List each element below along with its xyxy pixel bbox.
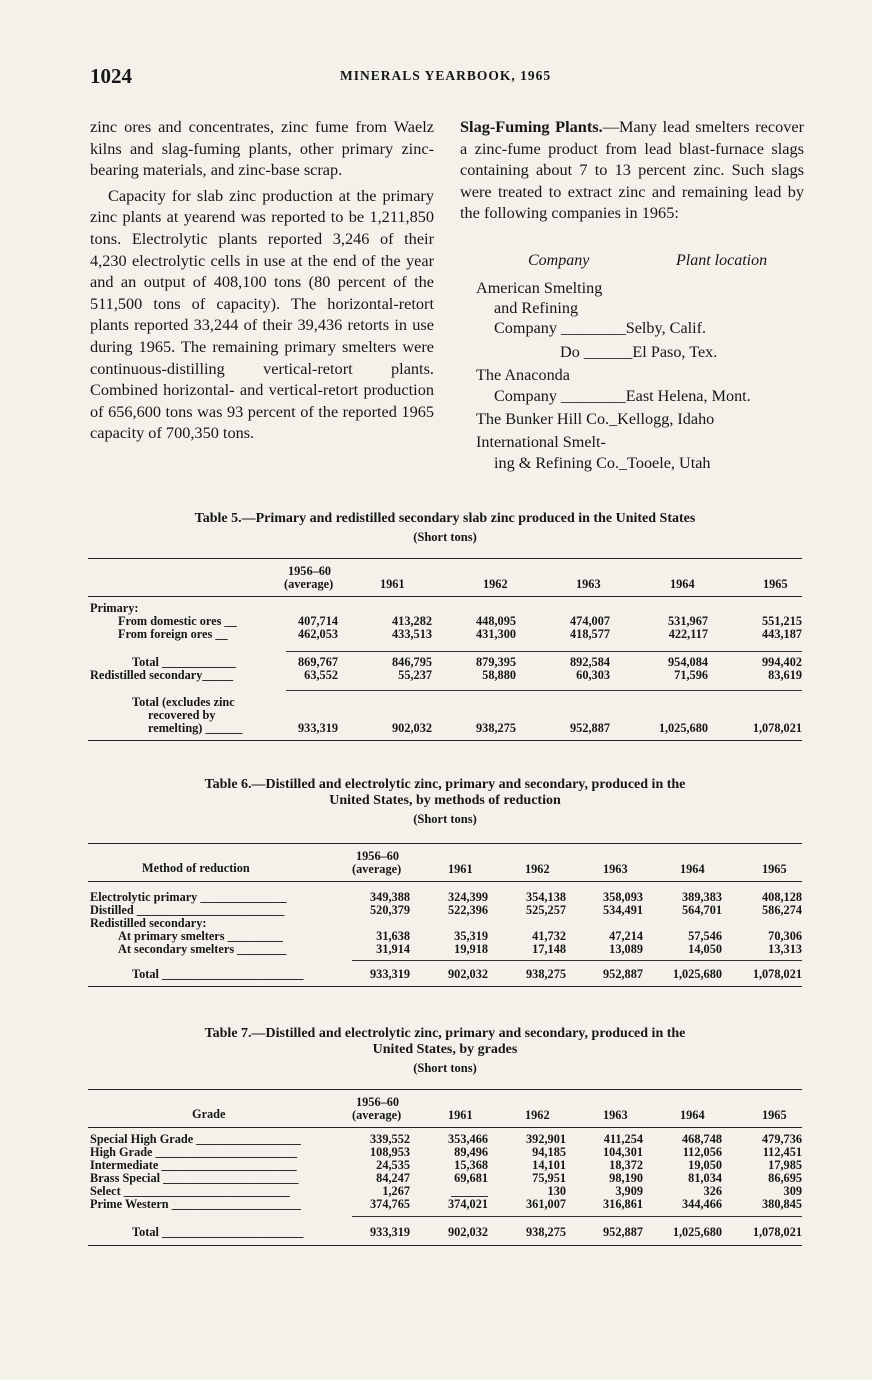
table7-cell: 411,254 <box>603 1132 643 1146</box>
table7-unit: (Short tons) <box>413 1061 477 1075</box>
table7-cell: 89,496 <box>454 1145 488 1159</box>
table6-row-label: Redistilled secondary: <box>90 916 207 930</box>
table5-row-label: Total ____________ <box>132 655 236 669</box>
table7-cell: 3,909 <box>615 1184 643 1198</box>
table7-cell: 479,736 <box>762 1132 802 1146</box>
company-line: The Bunker Hill Co._Kellogg, Idaho <box>476 410 715 428</box>
table7-cell: 19,050 <box>688 1158 722 1172</box>
table6-cell: 952,887 <box>603 967 643 981</box>
table7-col-header: 1956–60 <box>356 1095 400 1109</box>
table7-header-rule <box>88 1127 802 1128</box>
company-line: International Smelt- <box>476 433 606 451</box>
table7-cell: 344,466 <box>682 1197 722 1211</box>
table7-cell: 392,901 <box>526 1132 566 1146</box>
table6-col-header: 1956–60 <box>356 849 400 863</box>
table5-cell: 551,215 <box>762 614 802 628</box>
table6-cell: 31,914 <box>376 942 410 956</box>
company-line: Do ______El Paso, Tex. <box>560 343 718 361</box>
table7-cell: 98,190 <box>609 1171 643 1185</box>
table7-cell: 84,247 <box>376 1171 410 1185</box>
table7-cell: 18,372 <box>609 1158 643 1172</box>
table6-cell: 19,918 <box>454 942 488 956</box>
table5-cell: 58,880 <box>482 668 516 682</box>
table5-cell: 954,084 <box>668 655 708 669</box>
company-line: Company ________East Helena, Mont. <box>494 387 751 405</box>
table6-cell: 408,128 <box>762 890 802 904</box>
company-column-header: Company <box>528 252 590 269</box>
table5-cell: 443,187 <box>762 627 802 641</box>
table5-cell: 71,596 <box>674 668 708 682</box>
company-line: The Anaconda <box>476 366 570 384</box>
table7-cell: 933,319 <box>370 1225 410 1239</box>
section-heading: Slag-Fuming Plants. <box>460 117 603 136</box>
table6-row-label: At primary smelters _________ <box>118 929 283 943</box>
table5-cell: 418,577 <box>570 627 610 641</box>
table6-col-header: 1962 <box>525 862 550 876</box>
table7-cell: 86,695 <box>768 1171 802 1185</box>
table5-cell: 462,053 <box>298 627 338 641</box>
table6-cell: 70,306 <box>768 929 802 943</box>
table6-cell: 324,399 <box>448 890 488 904</box>
table5-row-label: remelting) ______ <box>148 721 243 735</box>
table7-row-label: Brass Special ______________________ <box>90 1171 299 1185</box>
table5-row-label: Total (excludes zinc <box>132 695 235 709</box>
location-column-header: Plant location <box>676 252 768 269</box>
table7-cell: 1,078,021 <box>752 1225 802 1239</box>
table6-col-header: 1963 <box>603 862 628 876</box>
table6-stub-header: Method of reduction <box>142 861 250 875</box>
table6-cell: 902,032 <box>448 967 488 981</box>
table7-row-label: Intermediate ______________________ <box>90 1158 297 1172</box>
table7-cell: 15,368 <box>454 1158 488 1172</box>
table5-col-header: 1961 <box>380 577 405 591</box>
table7-cell: 316,861 <box>603 1197 643 1211</box>
table6-cell: 13,313 <box>768 942 802 956</box>
table7-col-header: 1964 <box>680 1108 705 1122</box>
left-paragraph-2: Capacity for slab zinc production at the primary zinc plants at yearend was reported to be 1,211,850 tons. Electrolytic plants reported 3,246 of their 4,230 electrolytic cells in use at the end of the year and an output of 408,100 tons (80 percent of the 511,500 tons of capacity). The horizontal-retort plants reported 33,244 of their 39,436 retorts in use during 1965. The remaining primary smelters were continuous-distilling vertical-retort plants. Combined horizontal- and vertical-retort production of 656,600 tons was 93 percent of the reported 1965 capacity of 700,350 tons. <box>90 185 434 443</box>
left-column <box>90 116 434 444</box>
table5-cell: 902,032 <box>392 721 432 735</box>
table5-col-header: 1963 <box>576 577 601 591</box>
table6-top-rule <box>88 843 802 844</box>
table5-unit: (Short tons) <box>413 530 477 544</box>
table7-row-label: Special High Grade _________________ <box>90 1132 301 1146</box>
table7-title-line2: United States, by grades <box>372 1042 518 1057</box>
table5-cell: 531,967 <box>668 614 708 628</box>
table5-col-header: 1964 <box>670 577 695 591</box>
company-line: ing & Refining Co._Tooele, Utah <box>494 454 711 472</box>
table5-cell: 892,584 <box>570 655 610 669</box>
table5-row-label: From foreign ores __ <box>118 627 228 641</box>
table5-row-label: recovered by <box>148 708 216 722</box>
table5-cell: 474,007 <box>570 614 610 628</box>
table6-cell: 534,491 <box>603 903 643 917</box>
table7-cell: 81,034 <box>688 1171 722 1185</box>
table7-cell: 24,535 <box>376 1158 410 1172</box>
table7-cell: ______ <box>451 1184 488 1198</box>
table5-col-header: (average) <box>284 577 334 591</box>
table7-cell: 902,032 <box>448 1225 488 1239</box>
table5-cell: 879,395 <box>476 655 516 669</box>
table6-cell: 522,396 <box>448 903 488 917</box>
table6-cell: 354,138 <box>526 890 566 904</box>
table6-cell: 13,089 <box>609 942 643 956</box>
company-line: Company ________Selby, Calif. <box>494 319 707 337</box>
table7-cell: 309 <box>783 1184 802 1198</box>
table5-cell: 60,303 <box>576 668 610 682</box>
table7-cell: 94,185 <box>532 1145 566 1159</box>
table5-cell: 952,887 <box>570 721 610 735</box>
table6-row-label: Distilled ________________________ <box>90 903 285 917</box>
table7-cell: 17,985 <box>768 1158 802 1172</box>
table7-col-header: (average) <box>352 1108 402 1122</box>
table5-row-label: Primary: <box>90 601 139 615</box>
table7-cell: 104,301 <box>603 1145 643 1159</box>
table7-cell: 130 <box>547 1184 566 1198</box>
table5-cell: 413,282 <box>392 614 432 628</box>
table6-cell: 349,388 <box>370 890 410 904</box>
table5-subtotal-rule <box>286 651 802 652</box>
table5-cell: 938,275 <box>476 721 516 735</box>
table5-cell: 994,402 <box>762 655 802 669</box>
table5-cell: 933,319 <box>298 721 338 735</box>
table5-cell: 846,795 <box>392 655 432 669</box>
table6-cell: 586,274 <box>762 903 802 917</box>
table6-title-line1: Table 6.—Distilled and electrolytic zinc, primary and secondary, produced in the <box>204 777 686 792</box>
table5-cell: 422,117 <box>668 627 708 641</box>
table6-title-line2: United States, by methods of reduction <box>329 793 561 808</box>
table7-cell: 353,466 <box>448 1132 488 1146</box>
company-line: and Refining <box>494 299 579 317</box>
table7-cell: 468,748 <box>682 1132 722 1146</box>
table5-cell: 448,095 <box>476 614 516 628</box>
table5-cell: 433,513 <box>392 627 432 641</box>
right-column <box>460 116 804 224</box>
table6-cell: 520,379 <box>370 903 410 917</box>
table5-row-label: From domestic ores __ <box>118 614 237 628</box>
table7-col-header: 1962 <box>525 1108 550 1122</box>
table7-cell: 75,951 <box>532 1171 566 1185</box>
table6-cell: 1,025,680 <box>672 967 722 981</box>
table7-row-label: Prime Western _____________________ <box>90 1197 301 1211</box>
table7-cell: 326 <box>703 1184 722 1198</box>
table6-cell: 14,050 <box>688 942 722 956</box>
table5-cell: 431,300 <box>476 627 516 641</box>
table6-cell: 525,257 <box>526 903 566 917</box>
table6-cell: 57,546 <box>688 929 722 943</box>
running-title: MINERALS YEARBOOK, 1965 <box>340 68 552 83</box>
table7-col-header: 1963 <box>603 1108 628 1122</box>
table6-cell: 358,093 <box>603 890 643 904</box>
table5-cell: 83,619 <box>768 668 802 682</box>
table5-top-rule <box>88 558 802 559</box>
table7-cell: 108,953 <box>370 1145 410 1159</box>
table7-cell: 339,552 <box>370 1132 410 1146</box>
table6-row-label: Total _______________________ <box>132 967 304 981</box>
table7-bottom-rule <box>88 1245 802 1246</box>
table6-col-header: 1964 <box>680 862 705 876</box>
table6-unit: (Short tons) <box>413 812 477 826</box>
table6-subtotal-rule <box>352 960 802 961</box>
table6-cell: 35,319 <box>454 929 488 943</box>
table7-cell: 374,765 <box>370 1197 410 1211</box>
company-line: American Smelting <box>476 279 603 297</box>
table7-cell: 112,056 <box>682 1145 722 1159</box>
table7-cell: 361,007 <box>526 1197 566 1211</box>
table7-cell: 1,025,680 <box>672 1225 722 1239</box>
table7-top-rule <box>88 1089 802 1090</box>
right-paragraph: —Many lead smelters recover a zinc-fume product from lead blast-furnace slags containing about 7 to 13 percent zinc. Such slags were treated to extract zinc and remaining lead by the following companies in 1965: <box>460 117 804 223</box>
table5-cell: 407,714 <box>298 614 338 628</box>
table5-subtotal-rule <box>286 690 802 691</box>
table5-cell: 1,025,680 <box>658 721 708 735</box>
table7-cell: 112,451 <box>762 1145 802 1159</box>
table6-col-header: 1965 <box>762 862 787 876</box>
table7-cell: 938,275 <box>526 1225 566 1239</box>
table6-cell: 564,701 <box>682 903 722 917</box>
table6-cell: 41,732 <box>532 929 566 943</box>
table7-row-label: Total _______________________ <box>132 1225 304 1239</box>
table5-cell: 55,237 <box>398 668 432 682</box>
table5-title: Table 5.—Primary and redistilled secondary slab zinc produced in the United States <box>194 511 696 526</box>
left-paragraph-1: zinc ores and concentrates, zinc fume from Waelz kilns and slag-fuming plants, other primary zinc-bearing materials, and zinc-base scrap. <box>90 117 434 180</box>
table6-cell: 47,214 <box>609 929 643 943</box>
table7-col-header: 1961 <box>448 1108 473 1122</box>
table5-col-header: 1965 <box>763 577 788 591</box>
table7-cell: 380,845 <box>762 1197 802 1211</box>
table5-cell: 1,078,021 <box>752 721 802 735</box>
table6-cell: 1,078,021 <box>752 967 802 981</box>
table6-cell: 938,275 <box>526 967 566 981</box>
table6-header-rule <box>88 881 802 882</box>
table7-cell: 374,021 <box>448 1197 488 1211</box>
table7-row-label: Select ___________________________ <box>90 1184 290 1198</box>
table7-subtotal-rule <box>352 1216 802 1217</box>
table6-cell: 389,383 <box>682 890 722 904</box>
table6-bottom-rule <box>88 986 802 987</box>
table7-stub-header: Grade <box>192 1107 226 1121</box>
table7-cell: 952,887 <box>603 1225 643 1239</box>
table6-cell: 31,638 <box>376 929 410 943</box>
table7-col-header: 1965 <box>762 1108 787 1122</box>
table7-row-label: High Grade _______________________ <box>90 1145 297 1159</box>
table6-row-label: At secondary smelters ________ <box>118 942 287 956</box>
table7-cell: 14,101 <box>532 1158 566 1172</box>
table5-header-rule <box>88 596 802 597</box>
table5-cell: 869,767 <box>298 655 338 669</box>
table6-cell: 933,319 <box>370 967 410 981</box>
table6-col-header: (average) <box>352 862 402 876</box>
table6-col-header: 1961 <box>448 862 473 876</box>
table5-cell: 63,552 <box>304 668 338 682</box>
table5-row-label: Redistilled secondary_____ <box>90 668 234 682</box>
table5-bottom-rule <box>88 740 802 741</box>
table6-cell: 17,148 <box>532 942 566 956</box>
table7-cell: 69,681 <box>454 1171 488 1185</box>
page-number: 1024 <box>90 64 132 88</box>
table7-title-line1: Table 7.—Distilled and electrolytic zinc, primary and secondary, produced in the <box>204 1026 686 1041</box>
table5-col-header: 1956–60 <box>288 564 332 578</box>
table6-row-label: Electrolytic primary ______________ <box>90 890 287 904</box>
table5-col-header: 1962 <box>483 577 508 591</box>
table7-cell: 1,267 <box>382 1184 410 1198</box>
